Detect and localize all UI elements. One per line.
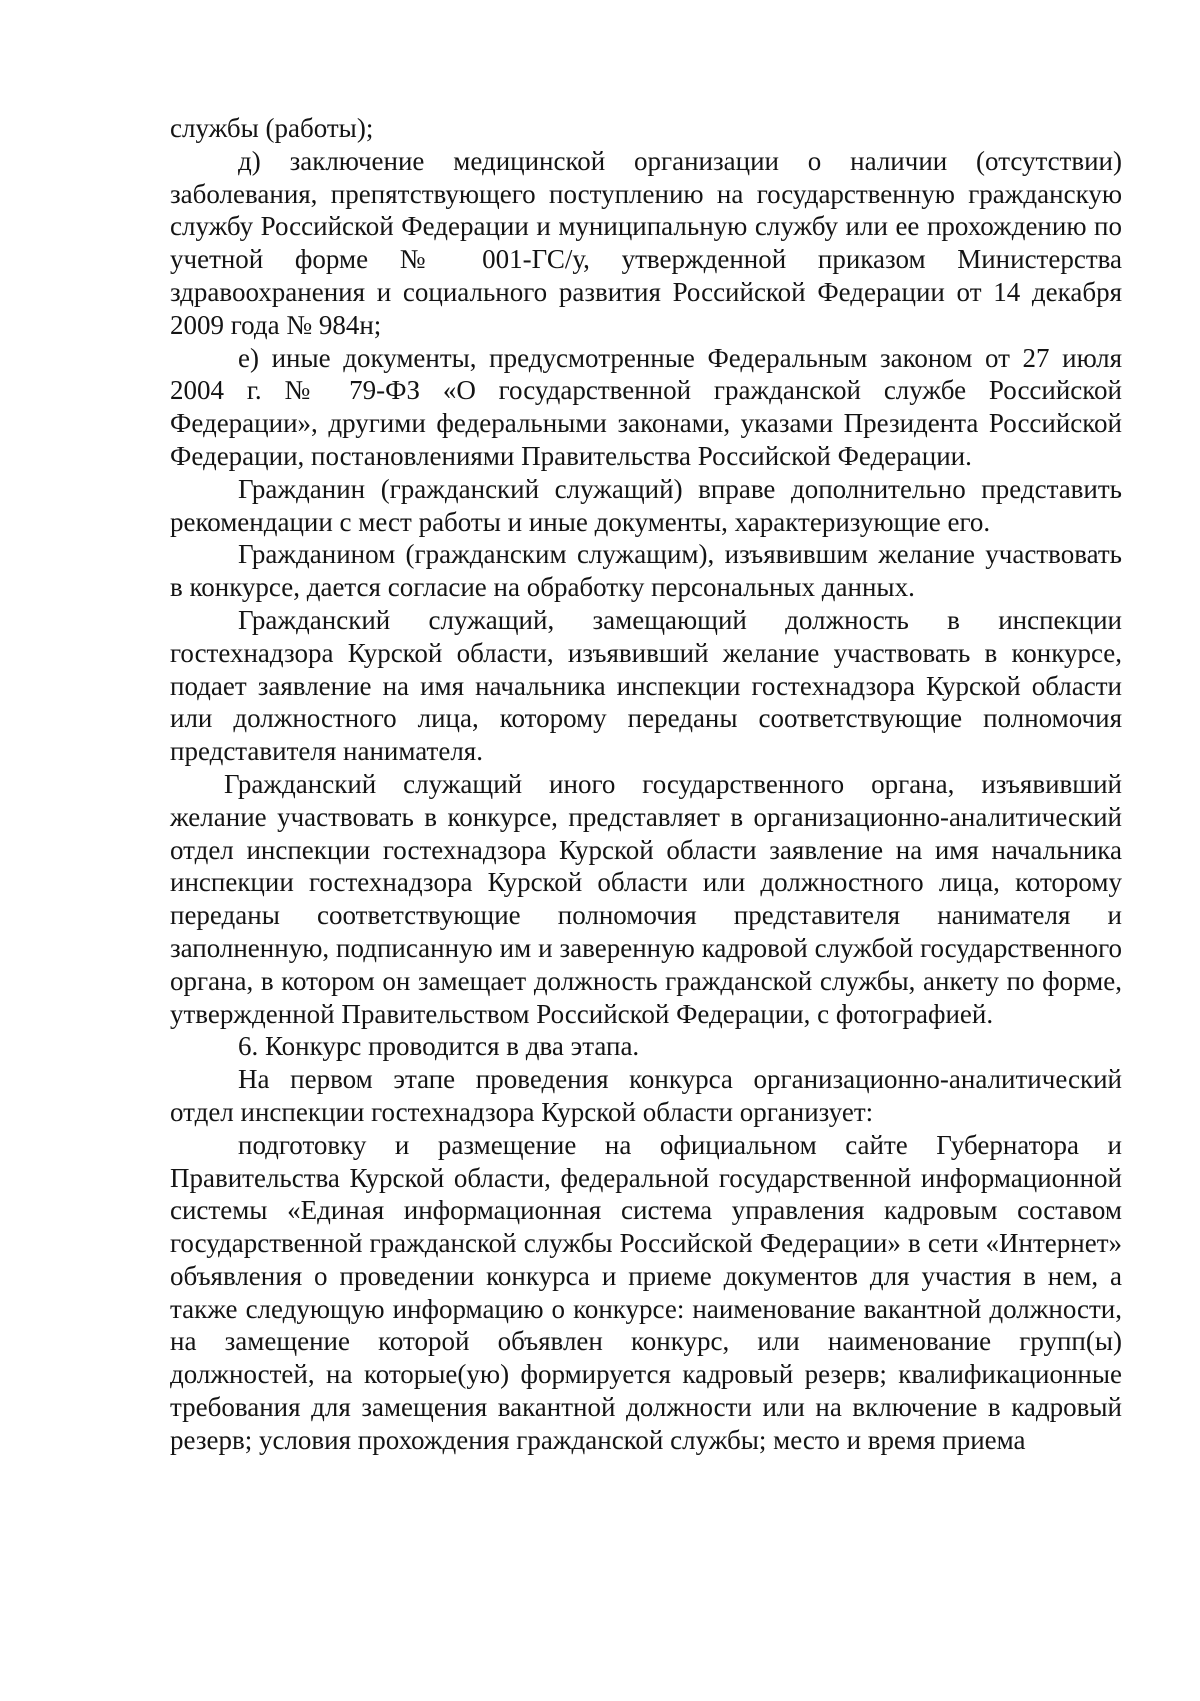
paragraph-continuation: службы (работы);: [170, 113, 374, 143]
paragraph-item-e: е) иные документы, предусмотренные Федеральным законом от 27 июля 2004 г. № 79-ФЗ «О государственной гражданской службе Российской Федерации», другими федеральными законами, указами Президента Российской Федерации, постановлениями Правительства Российской Федерации.: [170, 342, 1122, 471]
paragraph-recommendations: Гражданин (гражданский служащий) вправе дополнительно представить рекомендации с мест работы и иные документы, характеризующие его.: [170, 473, 1122, 537]
paragraph-first-stage: На первом этапе проведения конкурса организационно-аналитический отдел инспекции гостехнадзора Курской области организует:: [170, 1064, 1122, 1127]
paragraph-item-d: д) заключение медицинской организации о наличии (отсутствии) заболевания, препятствующего поступлению на государственную гражданскую службу Российской Федерации и муниципальную службу или ее прохождению по учетной форме № 001-ГС/у, утвержденной приказом Министерства здравоохранения и социального развития Российской Федерации от 14 декабря 2009 года № 984н;: [170, 145, 1122, 340]
paragraph-publication: подготовку и размещение на официальном сайте Губернатора и Правительства Курской области, федеральной государственной информационной системы «Единая информационная система управления кадровым составом государственной гражданской службы Российской Федерации» в сети «Интернет» объявления о проведении конкурса и приеме документов для участия в нем, а также следующую информацию о конкурсе: наименование вакантной должности, на замещение которой объявлен конкурс, или наименование групп(ы) должностей, на которые(ую) формируется кадровый резерв; квалификационные требования для замещения вакантной должности или на включение в кадровый резерв; условия прохождения гражданской службы; место и время приема: [170, 1129, 1122, 1455]
paragraph-internal-servant: Гражданский служащий, замещающий должность в инспекции гостехнадзора Курской области, изъявивший желание участвовать в конкурсе, подает заявление на имя начальника инспекции гостехнадзора Курской области или должностного лица, которому переданы соответствующие полномочия представителя нанимателя.: [170, 604, 1122, 767]
paragraph-two-stages: 6. Конкурс проводится в два этапа.: [238, 1031, 640, 1062]
paragraph-consent: Гражданином (гражданским служащим), изъявившим желание участвовать в конкурсе, дается согласие на обработку персональных данных.: [170, 539, 1122, 603]
paragraph-external-servant: Гражданский служащий иного государственного органа, изъявивший желание участвовать в конкурсе, представляет в организационно-аналитический отдел инспекции гостехнадзора Курской области заявление на имя начальника инспекции гостехнадзора Курской области или должностного лица, которому переданы соответствующие полномочия представителя нанимателя и заполненную, подписанную им и заверенную кадровой службой государственного органа, в котором он замещает должность гражданской службы, анкету по форме, утвержденной Правительством Российской Федерации, с фотографией.: [170, 768, 1122, 1029]
document-body: [170, 112, 1122, 1457]
